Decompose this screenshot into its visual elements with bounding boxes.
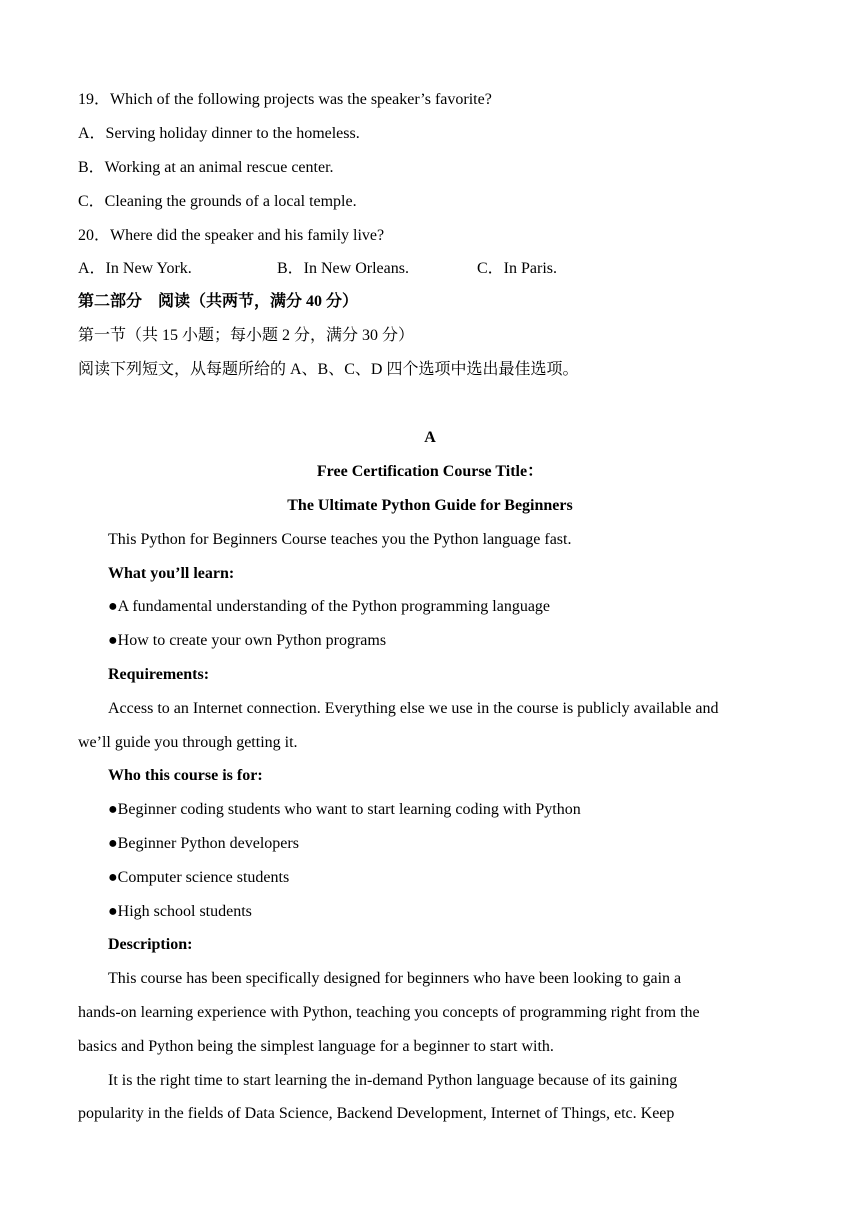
requirements-text-line-1: Access to an Internet connection. Everything else we use in the course is publicly available and (108, 700, 719, 717)
learn-heading: What you’ll learn: (108, 565, 235, 582)
part-title: 第二部分 阅读（共两节，满分 40 分） (78, 293, 359, 310)
audience-item-3: ●Computer science students (108, 869, 290, 886)
description-heading: Description: (108, 936, 193, 953)
description-p2-line-2: popularity in the fields of Data Science, Backend Development, Internet of Things, etc. Keep (78, 1105, 675, 1122)
q19-option-b: B．Working at an animal rescue center. (78, 159, 334, 176)
description-p1-line-2: hands-on learning experience with Python, teaching you concepts of programming right from the (78, 1004, 700, 1021)
section-title: 第一节（共 15 小题；每小题 2 分，满分 30 分） (78, 327, 415, 344)
q19-option-a: A．Serving holiday dinner to the homeless. (78, 125, 360, 142)
audience-heading: Who this course is for: (108, 767, 263, 784)
audience-item-2: ●Beginner Python developers (108, 835, 299, 852)
q20-option-a: A．In New York. (78, 260, 192, 277)
course-intro: This Python for Beginners Course teaches you the Python language fast. (108, 531, 572, 548)
q20-option-c: C．In Paris. (477, 260, 558, 277)
description-p2-line-1: It is the right time to start learning the in-demand Python language because of its gaining (108, 1072, 678, 1089)
course-title-label: Free Certification Course Title： (316, 463, 544, 480)
reading-instruction: 阅读下列短文，从每题所给的 A、B、C、D 四个选项中选出最佳选项。 (78, 361, 579, 378)
requirements-heading: Requirements: (108, 666, 210, 683)
question-20: 20．Where did the speaker and his family live? (78, 227, 385, 244)
description-p1-line-3: basics and Python being the simplest language for a beginner to start with. (78, 1038, 554, 1055)
course-title: The Ultimate Python Guide for Beginners (287, 497, 573, 514)
learn-item-1: ●A fundamental understanding of the Python programming language (108, 598, 551, 615)
description-p1-line-1: This course has been specifically designed for beginners who have been looking to gain a (108, 970, 682, 987)
learn-item-2: ●How to create your own Python programs (108, 632, 387, 649)
q19-option-c: C．Cleaning the grounds of a local temple. (78, 193, 357, 210)
question-19: 19．Which of the following projects was the speaker’s favorite? (78, 91, 492, 108)
audience-item-1: ●Beginner coding students who want to start learning coding with Python (108, 801, 581, 818)
requirements-text-line-2: we’ll guide you through getting it. (78, 734, 298, 751)
passage-letter: A (424, 429, 436, 446)
q20-option-b: B．In New Orleans. (277, 260, 409, 277)
audience-item-4: ●High school students (108, 903, 252, 920)
